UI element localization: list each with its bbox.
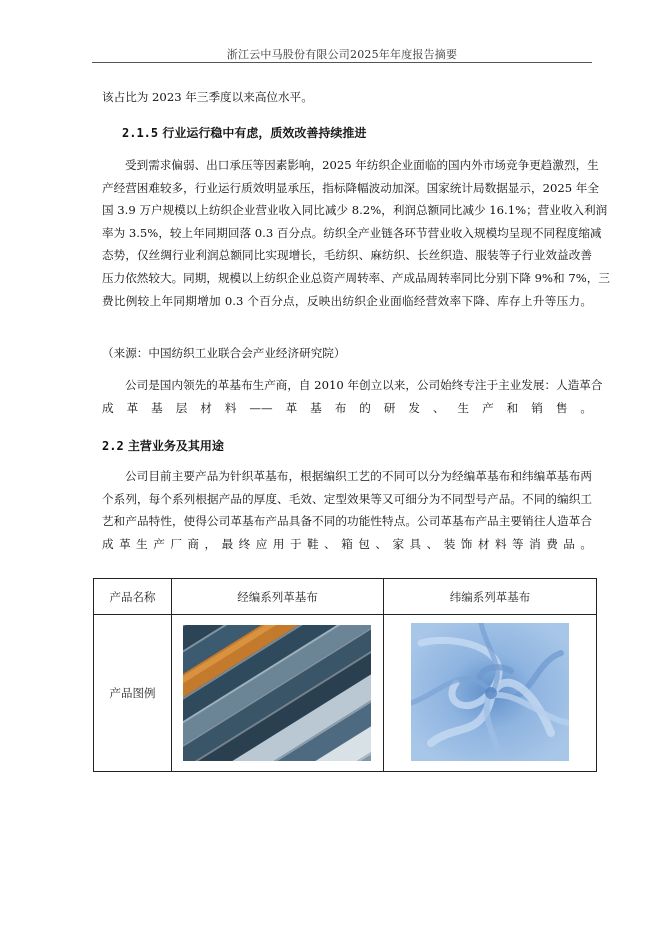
paragraph-line: 国 3.9 万户规模以上纺织企业营业收入同比减少 8.2%，利润总额同比减少 16.1%；营业收入利润 xyxy=(102,203,608,218)
paragraph-line: 艺和产品特性，使得公司革基布产品具备不同的功能性特点。公司革基布产品主要销往人造革合 xyxy=(102,514,592,529)
table-col-weft-label: 纬编系列革基布 xyxy=(449,589,531,604)
source-note xyxy=(102,342,592,365)
table-col-warp-label: 经编系列革基布 xyxy=(237,589,318,604)
table-row-label: 产品图例 xyxy=(109,686,156,700)
paragraph-line: 该占比为 2023 年三季度以来高位水平。 xyxy=(102,90,313,104)
paragraph-line: 公司目前主要产品为针织革基布，根据编织工艺的不同可以分为经编革基布和纬编革基布两 xyxy=(125,469,592,483)
paragraph-line: 产经营困难较多，行业运行质效明显承压，指标降幅波动加深。国家统计局数据显示，2025 年全 xyxy=(102,180,599,195)
source-note-text: （来源：中国纺织工业联合会产业经济研究院） xyxy=(102,346,346,360)
section-heading-2-1-5 xyxy=(122,124,366,141)
paragraph-line: 压力依然较大。同期，规模以上纺织企业总资产周转率、产成品周转率同比分别下降 9%和 7%，三 xyxy=(102,270,610,285)
paragraph-line: 费比例较上年同期增加 0.3 个百分点，反映出纺织企业面临经营效率下降、库存上升等压力。 xyxy=(102,293,592,308)
warp-knit-fabric-image xyxy=(183,625,371,761)
table-header-cell xyxy=(383,578,597,615)
section-number: 2.1.5 xyxy=(122,126,159,140)
paragraph-line: 成革生产厂商，最终应用于鞋、箱包、家具、装饰材料等消费品。 xyxy=(102,536,592,551)
table-header-cell xyxy=(93,578,172,615)
product-table xyxy=(93,578,597,772)
paragraph-line: 率为 3.5%，较上年同期回落 0.3 百分点。纺织全产业链各环节营业收入规模均呈现不同程度缩减 xyxy=(102,225,602,240)
section-title: 主营业务及其用途 xyxy=(127,439,224,453)
weft-knit-fabric-image xyxy=(411,623,569,761)
business-paragraph xyxy=(102,465,592,555)
company-paragraph xyxy=(102,374,603,419)
paragraph-line: 受到需求偏弱、出口承压等因素影响，2025 年纺织企业面临的国内外市场竞争更趋激烈，生 xyxy=(125,158,599,172)
section-heading-2-2 xyxy=(102,437,224,454)
section-number: 2.2 xyxy=(102,439,124,453)
paragraph-line: 公司是国内领先的革基布生产商，自 2010 年创立以来，公司始终专注于主业发展：人造革合 xyxy=(125,378,603,392)
paragraph-line: 个系列，每个系列根据产品的厚度、毛效、定型效果等又可细分为不同型号产品。不同的编织工 xyxy=(102,491,592,506)
table-row-label-cell xyxy=(93,614,172,772)
paragraph-line: 成革基层材料——革基布的研发、生产和销售。 xyxy=(102,400,592,415)
page-header: 浙江云中马股份有限公司2025年年度报告摘要 xyxy=(226,48,458,61)
intro-paragraph xyxy=(102,86,592,109)
section-title: 行业运行稳中有虑，质效改善持续推进 xyxy=(162,126,367,140)
industry-paragraph xyxy=(102,154,610,312)
header-rule xyxy=(92,62,592,63)
paragraph-line: 态势，仅丝绸行业利润总额同比实现增长，毛纺织、麻纺织、长丝织造、服装等子行业效益改善 xyxy=(102,248,592,263)
table-header-cell xyxy=(171,578,384,615)
table-header-label: 产品名称 xyxy=(109,589,156,604)
